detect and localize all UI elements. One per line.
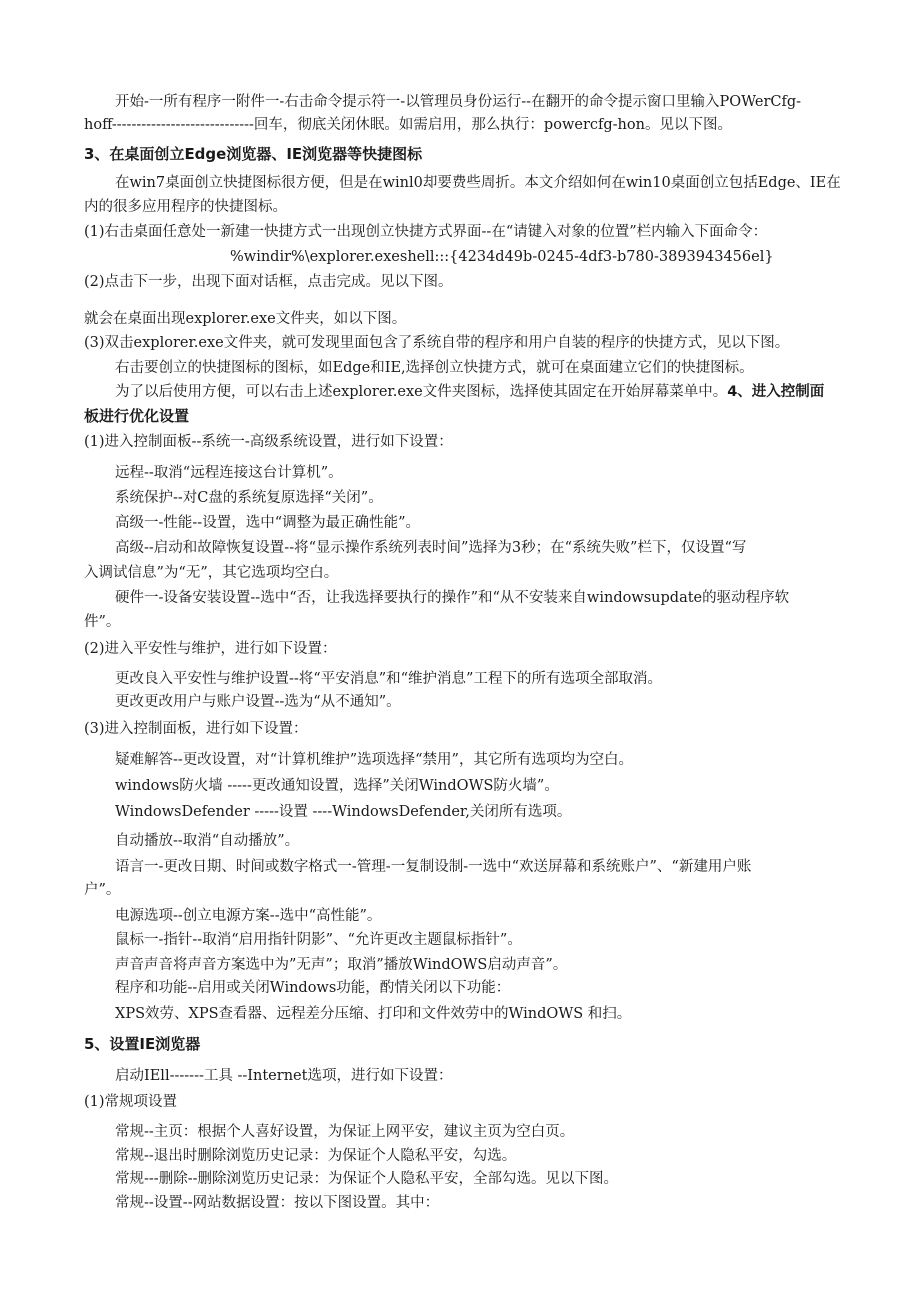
paragraph-line: 语言一-更改日期、时间或数字格式一-管理-一复制设制-一选中“欢送屏幕和系统账户”、“新建用户账 (115, 859, 752, 875)
paragraph-line: (1)进入控制面板--系统一-高级系统设置，进行如下设置： (84, 434, 453, 450)
paragraph-line: WindowsDefender -----设置 ----WindowsDefender,关闭所有选项。 (115, 804, 572, 820)
paragraph-line: (2)进入平安性与维护，进行如下设置： (84, 641, 337, 657)
paragraph-line: (1)常规项设置 (84, 1094, 178, 1110)
paragraph-line: (2)点击下一步，出现下面对话框，点击完成。见以下图。 (84, 274, 453, 290)
paragraph-line: 自动播放--取消“自动播放”。 (115, 833, 300, 849)
paragraph-line: hoff-----------------------------回车，彻底关闭休眠。如需启用，那么执行：powercfg-hon。见以下图。 (84, 117, 732, 133)
paragraph-line: 户”。 (84, 882, 121, 898)
paragraph-line: (3)双击explorer.exe文件夹，就可发现里面包含了系统自带的程序和用户自装的程序的快捷方式，见以下图。 (84, 335, 790, 351)
paragraph-line: 硬件一-设备安装设置--选中“否，让我选择要执行的操作”和“从不安装来自windowsupdate的驱动程序软 (115, 590, 790, 606)
command-line: %windir%\explorer.exeshell:::{4234d49b-0245-4df3-b780-3893943456el} (230, 249, 774, 265)
paragraph-line: 鼠标一-指针--取消“启用指针阴影”、“允许更改主题鼠标指针”。 (115, 932, 522, 948)
paragraph-line (115, 382, 824, 402)
paragraph-line: 入调试信息”为“无”，其它选项均空白。 (84, 565, 339, 581)
section-heading: 板进行优化设置 (84, 407, 190, 425)
paragraph-line: 内的很多应用程序的快捷图标。 (84, 199, 287, 215)
paragraph-line: 更改良入平安性与维护设置--将“平安消息”和“维护消息”工程下的所有选项全部取消。 (115, 671, 662, 687)
paragraph-line: 高级一-性能--设置，选中“调整为最正确性能”。 (115, 515, 421, 531)
paragraph-line: 启动IEll-------工具 --Internet选项，进行如下设置： (115, 1068, 453, 1084)
paragraph-line: 更改更改用户与账户设置--选为“从不通知”。 (115, 694, 401, 710)
paragraph-line: 远程--取消“远程连接这台计算机”。 (115, 465, 343, 481)
paragraph-line: 常规--主页：根据个人喜好设置，为保证上网平安，建议主页为空白页。 (115, 1124, 575, 1140)
paragraph-line: 疑难解答--更改设置，对“计算机维护”选项选择“禁用”，其它所有选项均为空白。 (115, 752, 633, 768)
paragraph-line: 右击要创立的快捷图标的图标，如Edge和IE,选择创立快捷方式，就可在桌面建立它们的快捷图标。 (115, 360, 754, 376)
section-heading: 3、在桌面创立Edge浏览器、IE浏览器等快捷图标 (84, 145, 423, 163)
paragraph-line: 件”。 (84, 614, 121, 630)
paragraph-line: 高级--启动和故障恢复设置--将“显示操作系统列表时间”选择为3秒；在“系统失败”栏下，仅设置“写 (115, 540, 747, 556)
paragraph-line: 开始-一所有程序一附件一-右击命令提示符一-以管理员身份运行--在翻开的命令提示窗口里输入POWerCfg- (115, 94, 802, 110)
paragraph-line: 声音声音将声音方案选中为”无声”；取消”播放WindOWS启动声音”。 (115, 957, 568, 973)
section-heading: 4、进入控制面 (727, 384, 825, 400)
paragraph-line: 程序和功能--启用或关闭Windows功能，酌情关闭以下功能： (115, 980, 511, 996)
paragraph-line: 常规---删除--删除浏览历史记录：为保证个人隐私平安，全部勾选。见以下图。 (115, 1171, 618, 1187)
paragraph-text: 为了以后使用方便，可以右击上述explorer.exe文件夹图标，选择使其固定在开始屏幕菜单中。 (115, 384, 728, 400)
paragraph-line: 就会在桌面出现explorer.exe文件夹，如以下图。 (84, 311, 407, 327)
section-heading: 5、设置IE浏览器 (84, 1035, 201, 1053)
paragraph-line: 常规--设置--网站数据设置：按以下图设置。其中： (115, 1195, 440, 1211)
paragraph-line: (1)右击桌面任意处一新建一快捷方式一出现创立快捷方式界面--在“请键入对象的位置”栏内输入下面命令： (84, 224, 768, 240)
paragraph-line: (3)进入控制面板，进行如下设置： (84, 721, 308, 737)
paragraph-line: 系统保护--对C盘的系统复原选择“关闭”。 (115, 490, 383, 506)
paragraph-line: XPS效劳、XPS查看器、远程差分压缩、打印和文件效劳中的WindOWS 和扫。 (115, 1006, 632, 1022)
paragraph-line: 在win7桌面创立快捷图标很方便，但是在winl0却要费些周折。本文介绍如何在win10桌面创立包括Edge、IE在 (115, 175, 841, 191)
paragraph-line: windows防火墙 -----更改通知设置，选择”关闭WindOWS防火墙”。 (115, 778, 559, 794)
paragraph-line: 电源选项--创立电源方案--选中“高性能”。 (115, 908, 382, 924)
paragraph-line: 常规--退出时删除浏览历史记录：为保证个人隐私平安，勾选。 (115, 1148, 517, 1164)
